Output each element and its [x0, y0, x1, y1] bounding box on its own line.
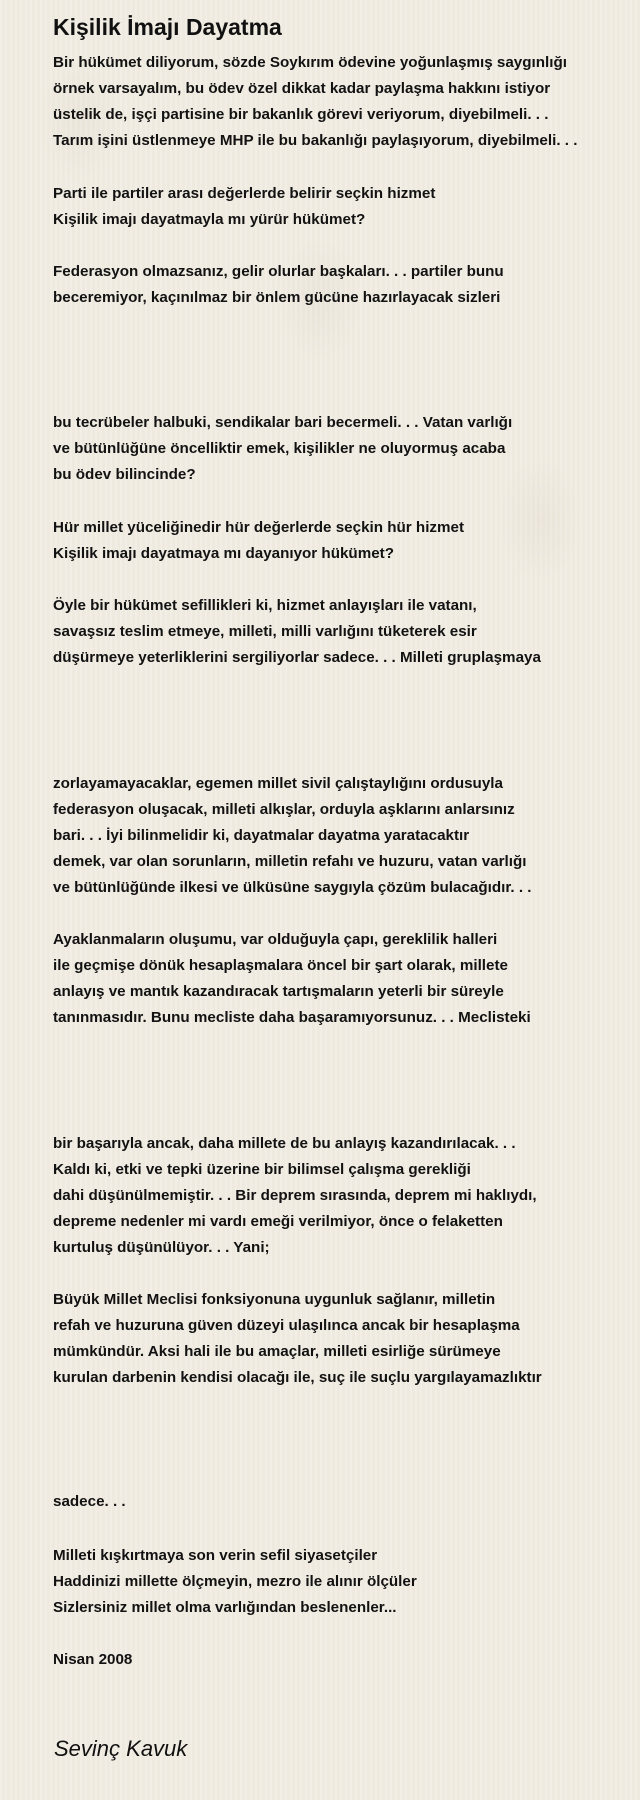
stanza-8 [53, 927, 633, 1031]
stanza-5 [53, 515, 633, 567]
stanza-12 [53, 1543, 633, 1621]
poem-line: Milleti kışkırtmaya son verin sefil siyasetçiler [53, 1547, 378, 1564]
poem-line: zorlayamayacaklar, egemen millet sivil çalıştaylığını ordusuyla [53, 775, 503, 792]
poem-line: Bir hükümet diliyorum, sözde Soykırım ödevine yoğunlaşmış saygınlığı [53, 54, 567, 71]
poem-line: Federasyon olmazsanız, gelir olurlar başkaları. . . partiler bunu [53, 263, 504, 280]
stanza-10 [53, 1287, 633, 1391]
poem-line: Hür millet yüceliğinedir hür değerlerde seçkin hür hizmet [53, 519, 465, 536]
stanza-2 [53, 181, 633, 233]
poem-line: ve bütünlüğüne öncelliktir emek, kişilikler ne oluyormuş acaba [53, 440, 506, 457]
poem-line: demek, var olan sorunların, milletin refahı ve huzuru, vatan varlığı [53, 853, 527, 870]
poem-line: Sizlersiniz millet olma varlığından beslenenler... [53, 1599, 397, 1616]
stanza-1 [53, 50, 633, 154]
date-line [53, 1647, 633, 1673]
poem-line: federasyon oluşacak, milleti alkışlar, orduyla aşklarını anlarsınız [53, 801, 515, 818]
poem-line: Kişilik imajı dayatmayla mı yürür hükümet? [53, 211, 366, 228]
poem-line: Öyle bir hükümet sefillikleri ki, hizmet anlayışları ile vatanı, [53, 597, 477, 614]
poem-title: Kişilik İmajı Dayatma [53, 14, 282, 40]
poem-date: Nisan 2008 [53, 1651, 133, 1668]
stanza-6 [53, 593, 633, 671]
poem-line: beceremiyor, kaçınılmaz bir önlem gücüne hazırlayacak sizleri [53, 289, 501, 306]
poem-line: kurulan darbenin kendisi olacağı ile, suç ile suçlu yargılayamazlıktır [53, 1369, 542, 1386]
poem-line: dahi düşünülmemiştir. . . Bir deprem sırasında, deprem mi haklıydı, [53, 1187, 537, 1204]
author-name: Sevinç Kavuk [54, 1736, 188, 1761]
stanza-9 [53, 1131, 633, 1261]
poem-line: mümkündür. Aksi hali ile bu amaçlar, milleti esirliğe sürümeye [53, 1343, 501, 1360]
poem-line: anlayış ve mantık kazandıracak tartışmaların yeterli bir süreyle [53, 983, 504, 1000]
poem-line: bu ödev bilincinde? [53, 466, 196, 483]
poem-line: düşürmeye yeterliklerini sergiliyorlar sadece. . . Milleti gruplaşmaya [53, 649, 541, 666]
poem-line: bari. . . İyi bilinmelidir ki, dayatmalar dayatma yaratacaktır [53, 827, 470, 844]
poem-line: ve bütünlüğünde ilkesi ve ülküsüne saygıyla çözüm bulacağıdır. . . [53, 879, 532, 896]
stanza-3 [53, 259, 633, 311]
poem-line: Kaldı ki, etki ve tepki üzerine bir bilimsel çalışma gerekliği [53, 1161, 471, 1178]
poem-line: sadece. . . [53, 1493, 126, 1510]
poem-line: üstelik de, işçi partisine bir bakanlık görevi veriyorum, diyebilmeli. . . [53, 106, 549, 123]
poem-line: örnek varsayalım, bu ödev özel dikkat kadar paylaşma hakkını istiyor [53, 80, 551, 97]
poem-line: Ayaklanmaların oluşumu, var olduğuyla çapı, gereklilik halleri [53, 931, 498, 948]
poem-line: Haddinizi millette ölçmeyin, mezro ile alınır ölçüler [53, 1573, 417, 1590]
stanza-4 [53, 410, 633, 488]
poem-line: savaşsız teslim etmeye, milleti, milli varlığını tüketerek esir [53, 623, 477, 640]
poem-line: Kişilik imajı dayatmaya mı dayanıyor hükümet? [53, 545, 394, 562]
stanza-7 [53, 771, 633, 901]
poem-line: Tarım işini üstlenmeye MHP ile bu bakanlığı paylaşıyorum, diyebilmeli. . . [53, 132, 578, 149]
poem-line: ile geçmişe dönük hesaplaşmalara öncel bir şart olarak, millete [53, 957, 508, 974]
poem-line: depreme nedenler mi vardı emeği verilmiyor, önce o felaketten [53, 1213, 503, 1230]
stanza-11 [53, 1489, 633, 1515]
poem-line: kurtuluş düşünülüyor. . . Yani; [53, 1239, 270, 1256]
poem-line: bu tecrübeler halbuki, sendikalar bari becermeli. . . Vatan varlığı [53, 414, 513, 431]
poem-line: Parti ile partiler arası değerlerde belirir seçkin hizmet [53, 185, 436, 202]
poem-line: Büyük Millet Meclisi fonksiyonuna uygunluk sağlanır, milletin [53, 1291, 496, 1308]
poem-line: tanınmasıdır. Bunu mecliste daha başaramıyorsunuz. . . Meclisteki [53, 1009, 531, 1026]
poem-line: refah ve huzuruna güven düzeyi ulaşılınca ancak bir hesaplaşma [53, 1317, 520, 1334]
poem-line: bir başarıyla ancak, daha millete de bu anlayış kazandırılacak. . . [53, 1135, 516, 1152]
